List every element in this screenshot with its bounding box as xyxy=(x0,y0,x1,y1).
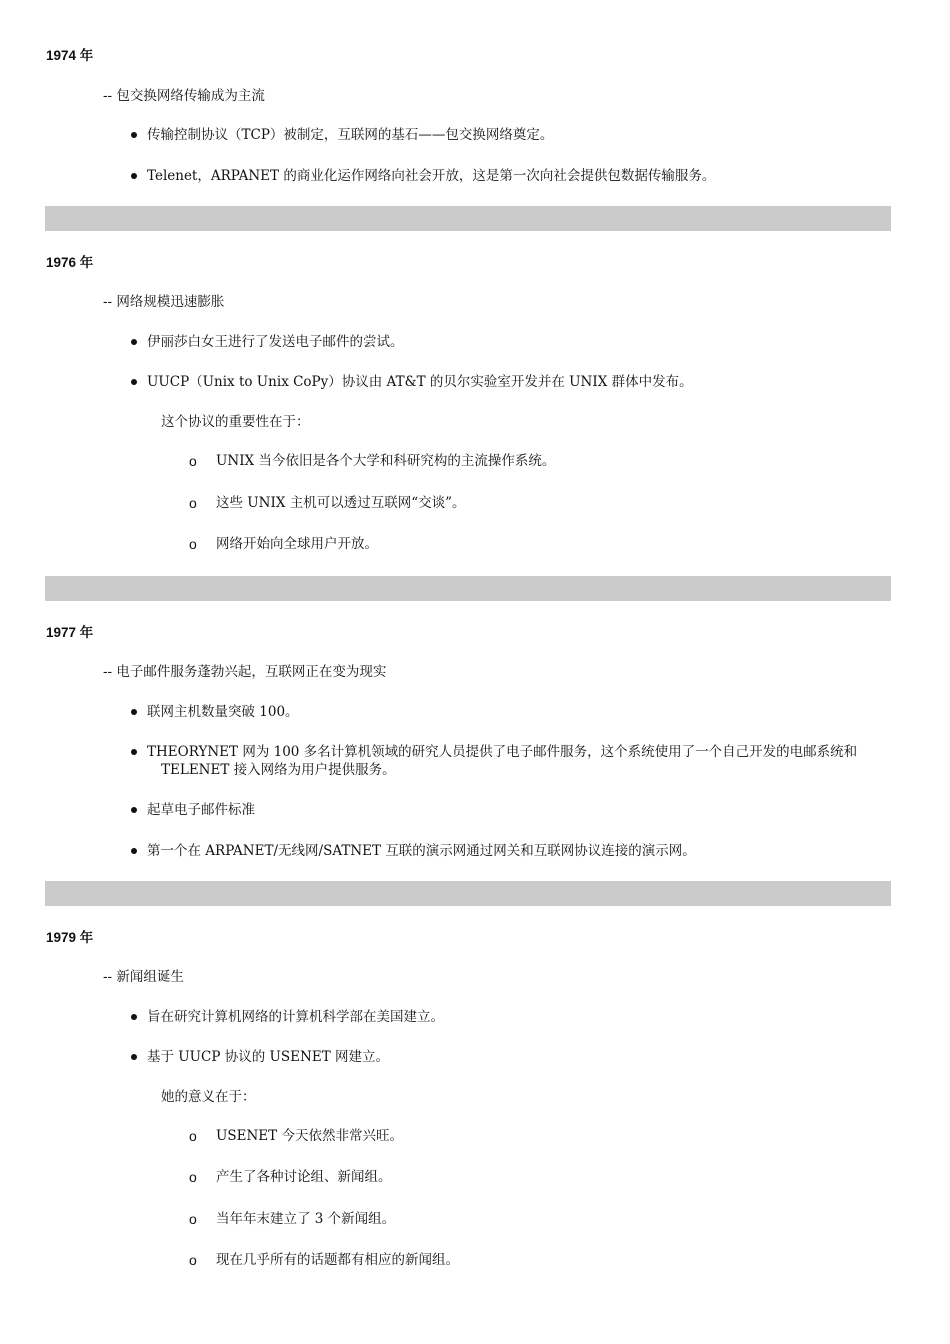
circle-bullet-icon: o xyxy=(189,1169,197,1185)
circle-bullet-icon: o xyxy=(189,1252,197,1268)
sub-item-text: 网络开始向全球用户开放。 xyxy=(216,536,378,552)
bullet-text: 第一个在 ARPANET/无线网/SATNET 互联的演示网通过网关和互联网协议连接的演示网。 xyxy=(147,843,696,859)
sub-item-text: USENET 今天依然非常兴旺。 xyxy=(216,1128,403,1144)
note-text: 她的意义在于： xyxy=(161,1089,256,1105)
bullet-text: 旨在研究计算机网络的计算机科学部在美国建立。 xyxy=(147,1009,444,1025)
circle-bullet-icon: o xyxy=(189,495,197,511)
bullet-icon xyxy=(131,339,137,345)
bullet-text: 起草电子邮件标准 xyxy=(147,802,255,818)
bullet-text: 联网主机数量突破 100。 xyxy=(147,704,299,720)
bullet-icon xyxy=(131,749,137,755)
bullet-icon xyxy=(131,132,137,138)
bullet-icon xyxy=(131,807,137,813)
bullet-text: Telenet，ARPANET 的商业化运作网络向社会开放，这是第一次向社会提供包数据传输服务。 xyxy=(147,168,716,184)
bullet-icon xyxy=(131,379,137,385)
circle-bullet-icon: o xyxy=(189,453,197,469)
sub-item-text: 现在几乎所有的话题都有相应的新闻组。 xyxy=(216,1252,459,1268)
bullet-text: 伊丽莎白女王进行了发送电子邮件的尝试。 xyxy=(147,334,404,350)
sub-item-text: 产生了各种讨论组、新闻组。 xyxy=(216,1169,392,1185)
year-heading: 1979 年 xyxy=(46,930,94,945)
circle-bullet-icon: o xyxy=(189,1128,197,1144)
section-heading: -- 电子邮件服务蓬勃兴起，互联网正在变为现实 xyxy=(103,664,387,680)
bullet-text: THEORYNET 网为 100 多名计算机领域的研究人员提供了电子邮件服务，这个系统使用了一个自己开发的电邮系统和 xyxy=(147,744,858,760)
year-heading: 1977 年 xyxy=(46,625,94,640)
bullet-icon xyxy=(131,1014,137,1020)
note-text: 这个协议的重要性在于： xyxy=(161,414,310,430)
bullet-icon xyxy=(131,1054,137,1060)
bullet-text: 基于 UUCP 协议的 USENET 网建立。 xyxy=(147,1049,389,1065)
sub-item-text: 这些 UNIX 主机可以透过互联网“交谈”。 xyxy=(216,495,466,511)
section-heading: -- 新闻组诞生 xyxy=(103,969,184,985)
bullet-text: UUCP（Unix to Unix CoPy）协议由 AT&T 的贝尔实验室开发并在 UNIX 群体中发布。 xyxy=(147,374,693,390)
sub-item-text: UNIX 当今依旧是各个大学和科研究构的主流操作系统。 xyxy=(216,453,556,469)
section-divider xyxy=(45,576,891,601)
bullet-icon xyxy=(131,709,137,715)
section-heading: -- 网络规模迅速膨胀 xyxy=(103,294,225,310)
bullet-text-continuation: TELENET 接入网络为用户提供服务。 xyxy=(161,762,396,778)
year-heading: 1974 年 xyxy=(46,48,94,63)
year-heading: 1976 年 xyxy=(46,255,94,270)
section-divider xyxy=(45,206,891,231)
sub-item-text: 当年年末建立了 3 个新闻组。 xyxy=(216,1211,396,1227)
bullet-icon xyxy=(131,173,137,179)
section-heading: -- 包交换网络传输成为主流 xyxy=(103,88,265,104)
circle-bullet-icon: o xyxy=(189,536,197,552)
bullet-text: 传输控制协议（TCP）被制定，互联网的基石——包交换网络奠定。 xyxy=(147,127,554,143)
bullet-icon xyxy=(131,848,137,854)
section-divider xyxy=(45,881,891,906)
circle-bullet-icon: o xyxy=(189,1211,197,1227)
